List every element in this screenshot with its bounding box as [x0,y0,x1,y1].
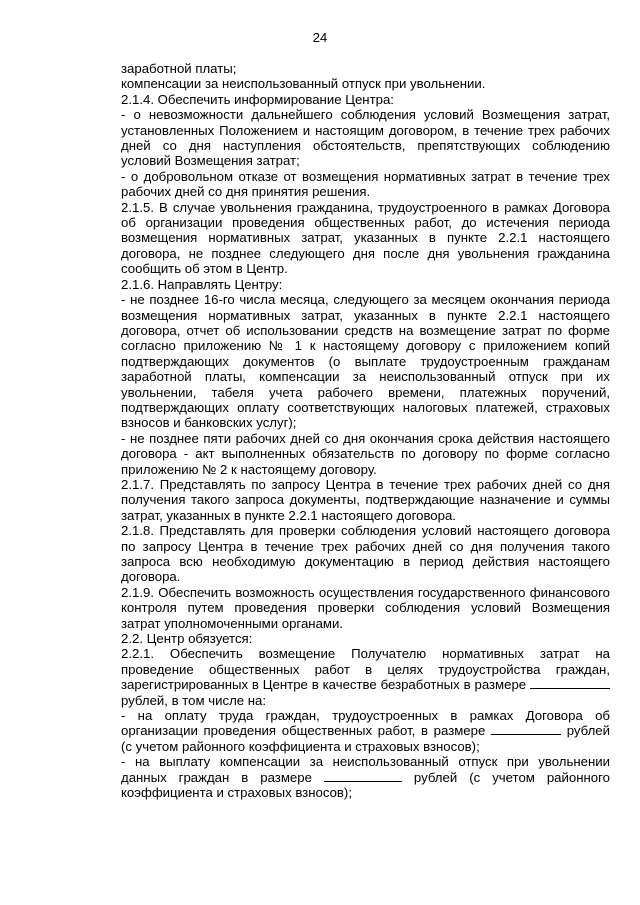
paragraph-text: рублей, в том числе на: [121,692,267,708]
paragraph-text: - на оплату труда граждан, трудоустроенных в рамках Договора об организации проведения общественных работ, в размере [121,708,610,739]
paragraph: 2.1.7. Представлять по запросу Центра в течение трех рабочих дней со дня получения такого запроса документы, подтверждающие назначение и суммы затрат, указанных в пункте 2.2.1 настоящего договора. [121,476,610,523]
paragraph: - о добровольном отказе от возмещения нормативных затрат в течение трех рабочих дней со дня принятия решения. [121,168,610,200]
paragraph-text: рублей (с учетом районного коэффициента и страховых взносов); [121,769,610,801]
paragraph: 2.1.4. Обеспечить информирование Центра: [121,91,394,107]
paragraph-text: 2.2.1. Обеспечить возмещение Получателю нормативных затрат на проведение общественных работ в целях трудоустройства граждан, зарегистрированных в Центре в качестве безработных в размере [121,646,610,693]
paragraph: 2.2. Центр обязуется: [121,631,253,647]
amount-blank [491,723,561,735]
paragraph: - о невозможности дальнейшего соблюдения условий Возмещения затрат, установленных Положением и настоящим договором, в течение трех рабочих дней со дня наступления обстоятельств, препятствующих соблюдению условий Возмещения затрат; [121,107,610,169]
paragraph: - не позднее 16-го числа месяца, следующего за месяцем окончания периода возмещения нормативных затрат, указанных в пункте 2.2.1 настоящего договора, отчет об использовании средств на возмещение затрат по форме согласно приложению № 1 к настоящему договору с приложением копий подтверждающих документов (о выплате трудоустроенным гражданам заработной платы, компенсации за неиспользованный отпуск при их увольнении, табеля учета рабочего времени, платежных поручений, подтверждающих оплату соответствующих налоговых платежей, страховых взносов и банковских услуг); [121,292,610,431]
paragraph: заработной платы; [121,61,237,76]
paragraph: 2.1.5. В случае увольнения гражданина, трудоустроенного в рамках Договора об организации проведения общественных работ, до истечения периода возмещения нормативных затрат, указанных в пункте 2.2.1 настоящего договора, не позднее следующего дня после дня увольнения гражданина сообщить об этом в Центр. [121,199,610,277]
list-item-wages [121,708,610,754]
amount-blank [530,677,610,689]
paragraph: 2.1.8. Представлять для проверки соблюдения условий настоящего договора по запросу Центра в течение трех рабочих дней со дня получения такого запроса всю необходимую документацию в период действия настоящего договора. [121,523,610,585]
paragraph-text: рублей (с учетом районного коэффициента и страховых взносов); [121,723,610,754]
page-number: 24 [312,30,328,45]
document-body [121,61,610,801]
paragraph-text: - на выплату компенсации за неиспользованный отпуск при увольнении данных граждан в размере [121,754,610,785]
paragraph: компенсации за неиспользованный отпуск при увольнении. [121,76,486,92]
list-item-compensation [121,754,610,800]
paragraph: - не позднее пяти рабочих дней со дня окончания срока действия настоящего договора - акт выполненных обязательств по договору по форме согласно приложению № 2 к настоящему договору. [121,430,610,477]
paragraph: 2.1.6. Направлять Центру: [121,276,283,292]
amount-blank [324,770,402,782]
paragraph: 2.1.9. Обеспечить возможность осуществления государственного финансового контроля путем проведения проверки соблюдения условий Возмещения затрат уполномоченными органами. [121,584,610,631]
paragraph-2-2-1 [121,646,610,708]
